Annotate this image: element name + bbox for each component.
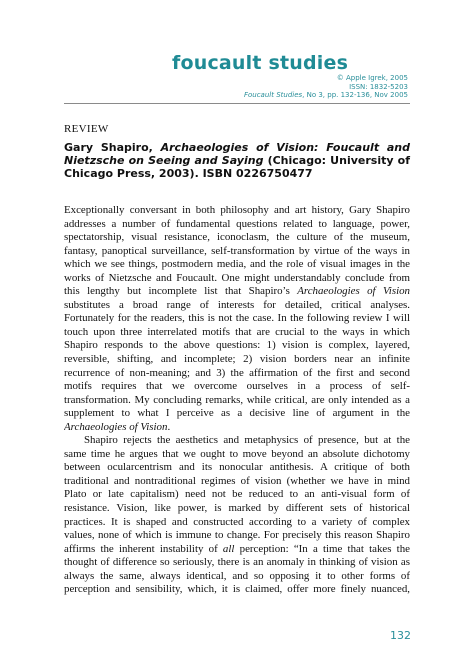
text-segment: traditional and nontraditional regimes of vision (whether we have in mind <box>64 474 410 487</box>
text-segment: addresses a number of fundamental questions related to language, power, <box>64 217 410 230</box>
body-line <box>64 516 410 530</box>
body-line <box>64 570 410 584</box>
text-segment: perception: “In a time that takes the <box>234 542 410 555</box>
review-body <box>64 204 410 597</box>
body-line <box>64 583 410 597</box>
body-line <box>64 448 410 462</box>
body-line <box>64 488 410 502</box>
text-segment: reversible, shifting, and incomplete; 2) vision borders near an infinite <box>64 353 410 366</box>
text-segment: transformation. My concluding remarks, while critical, are only intended as a <box>64 393 410 406</box>
body-line <box>64 272 410 286</box>
text-segment: Shapiro responds to the above questions: 1) vision is complex, layered, <box>64 339 410 352</box>
body-line <box>64 204 410 218</box>
text-segment: Fortunately for the readers, this is not the case. In the following review I will <box>64 312 410 325</box>
text-segment: . <box>167 420 171 433</box>
text-segment: touch upon three interrelated motifs that are crucial to the ways in which <box>64 325 410 338</box>
body-line <box>64 556 410 570</box>
body-line <box>64 285 410 299</box>
citation-issue-pages: , No 3, pp. 132-136, Nov 2005 <box>302 91 408 100</box>
citation-publication: (Chicago: University of Chicago Press, 2003). ISBN 0226750477 <box>64 154 410 181</box>
text-segment: always the same, always identical, and so opposing it to other forms of <box>64 569 410 582</box>
text-segment: practices. It is shaped and constructed according to a variety of complex <box>64 515 410 528</box>
body-line <box>64 380 410 394</box>
text-segment: supplement to what I perceive as a decisive line of argument in the <box>64 407 410 420</box>
text-segment: spectatorship, visual resistance, iconoclasm, the culture of the museum, <box>64 231 410 244</box>
text-segment: between ocularcentrism and its nonocular antithesis. A critique of both <box>64 461 410 474</box>
text-segment: resistance. Vision, like power, is marked by different sets of historical <box>64 502 410 515</box>
text-segment: which we see things, postmodern media, and the role of visual images in the <box>64 258 410 271</box>
body-line <box>64 299 410 313</box>
page-number: 132 <box>390 629 411 642</box>
text-segment: perception and sensibility, which, it is claimed, offer more finely nuanced, <box>64 583 410 596</box>
text-segment: works of Nietzsche and Foucault. One might understandably conclude from <box>64 271 410 284</box>
journal-title: foucault studies <box>172 52 349 74</box>
body-line <box>64 475 410 489</box>
text-segment: affirms the inherent instability of <box>64 542 223 555</box>
body-line <box>64 421 410 435</box>
text-segment: same time he argues that we ought to move beyond an absolute dichotomy <box>64 447 410 460</box>
body-line <box>64 461 410 475</box>
text-segment: Plato or late capitalism) need not be reduced to an anti-visual form of <box>64 488 410 501</box>
body-line <box>64 407 410 421</box>
text-segment: fantasy, panoptical surveillance, self-transformation by virtue of the ways in <box>64 244 410 257</box>
body-line <box>64 502 410 516</box>
body-line <box>64 394 410 408</box>
body-line <box>64 326 410 340</box>
body-line <box>64 231 410 245</box>
text-segment: substitutes a broad range of interests for detailed, critical analyses. <box>64 298 410 311</box>
text-segment: Exceptionally conversant in both philosophy and art history, Gary Shapiro <box>64 204 410 216</box>
body-line <box>64 312 410 326</box>
header-divider <box>64 103 410 104</box>
copyright-line: © Apple Igrek, 2005 <box>336 74 408 82</box>
review-citation <box>64 141 410 181</box>
body-line <box>64 529 410 543</box>
body-line <box>64 543 410 557</box>
journal-citation-line <box>244 91 408 100</box>
body-line <box>64 218 410 232</box>
citation-book-title: Archaeologies of Vision: Foucault and Nietzsche on Seeing and Saying <box>64 141 410 168</box>
section-label: REVIEW <box>64 123 109 135</box>
body-line <box>64 353 410 367</box>
text-segment: motifs requires that we overcome ourselves in a process of self- <box>64 380 410 393</box>
body-line <box>64 258 410 272</box>
text-segment: thought of difference so seriously, there is an anomaly in thinking of vision as <box>64 556 410 569</box>
body-line <box>64 434 410 448</box>
italic-text: all <box>222 542 235 555</box>
italic-text: Archaeologies of Vision <box>64 420 168 433</box>
issn-line: ISSN: 1832-5203 <box>349 82 408 91</box>
text-segment: Shapiro rejects the aesthetics and metaphysics of presence, but at the <box>84 434 410 447</box>
citation-author: Gary Shapiro, <box>64 141 161 154</box>
body-line <box>64 367 410 381</box>
text-segment: this lengthy but incomplete list that Shapiro’s <box>64 285 298 298</box>
body-line <box>64 339 410 353</box>
italic-text: Archaeologies of Vision <box>297 285 410 298</box>
text-segment: values, none of which is immune to change. For precisely this reason Shapiro <box>64 529 410 542</box>
body-line <box>64 245 410 259</box>
journal-metadata <box>244 74 408 100</box>
text-segment: recurrence of non-meaning; and 3) the affirmation of the first and second <box>64 366 410 379</box>
citation-journal-name: Foucault Studies <box>243 91 303 100</box>
